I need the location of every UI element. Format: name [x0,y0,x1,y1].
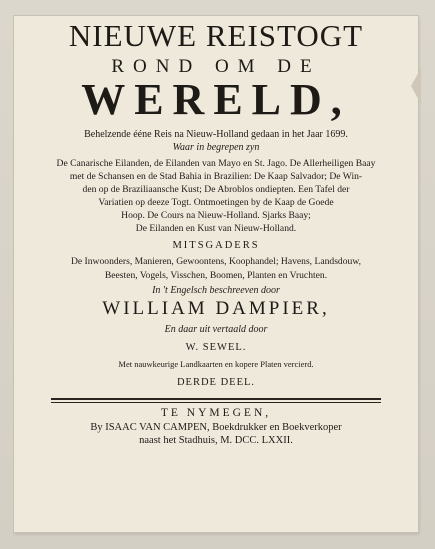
imprint-rule-thick [51,398,381,400]
mitsgaders-heading: MITSGADERS [172,240,260,252]
imprint-address: naast het Stadhuis, M. DCC. LXXII. [139,435,293,447]
contents-line: Beesten, Vogels, Visschen, Boomen, Planten en Vruchten. [104,269,328,281]
subtitle-line-2: Waar in begrepen zyn [172,141,260,153]
description-line: den op de Braziliaansche Kust; De Abroblos ondiepten. Een Tafel der [82,184,350,196]
description-line: met de Schansen en de Stad Bahia in Brazilien: De Kaap Salvador; De Win- [69,171,363,183]
description-line: Hoop. De Cours na Nieuw-Holland. Sjarks Baay; [121,210,311,222]
title-page [14,16,418,448]
description-line: De Eilanden en Kust van Nieuw-Holland. [135,223,297,235]
translator-name: W. SEWEL. [185,341,247,353]
author-name: WILLIAM DAMPIER, [102,298,330,320]
contents-line: De Inwoonders, Manieren, Gewoontens, Koophandel; Havens, Landsdouw, [70,256,362,268]
imprint-publisher: By ISAAC VAN CAMPEN, Boekdrukker en Boekverkoper [90,421,342,433]
translated-by-line: En daar uit vertaald door [164,324,268,336]
subtitle-line-1: Behelzende ééne Reis na Nieuw-Holland gedaan in het Jaar 1699. [84,129,348,141]
description-line: Variatien op deeze Togt. Ontmoetingen by de Kaap de Goede [98,197,334,209]
description-block [14,157,418,235]
title-line-2: ROND OM DE [111,55,321,77]
imprint-block [14,421,418,448]
description-line: De Canarische Eilanden, de Eilanden van Mayo en St. Jago. De Allerheiligen Baay [56,158,376,170]
contents-list [14,255,418,281]
imprint-city: TE NYMEGEN, [160,406,272,419]
title-line-1: NIEUWE REISTOGT [68,18,364,53]
title-line-3: WERELD, [81,75,351,125]
translated-from-line: In 't Engelsch beschreeven door [152,284,280,296]
volume-label: DERDE DEEL. [176,376,256,388]
maps-note: Met nauwkeurige Landkaarten en kopere Platen vercierd. [118,358,314,369]
imprint-rule-thin [51,402,381,403]
